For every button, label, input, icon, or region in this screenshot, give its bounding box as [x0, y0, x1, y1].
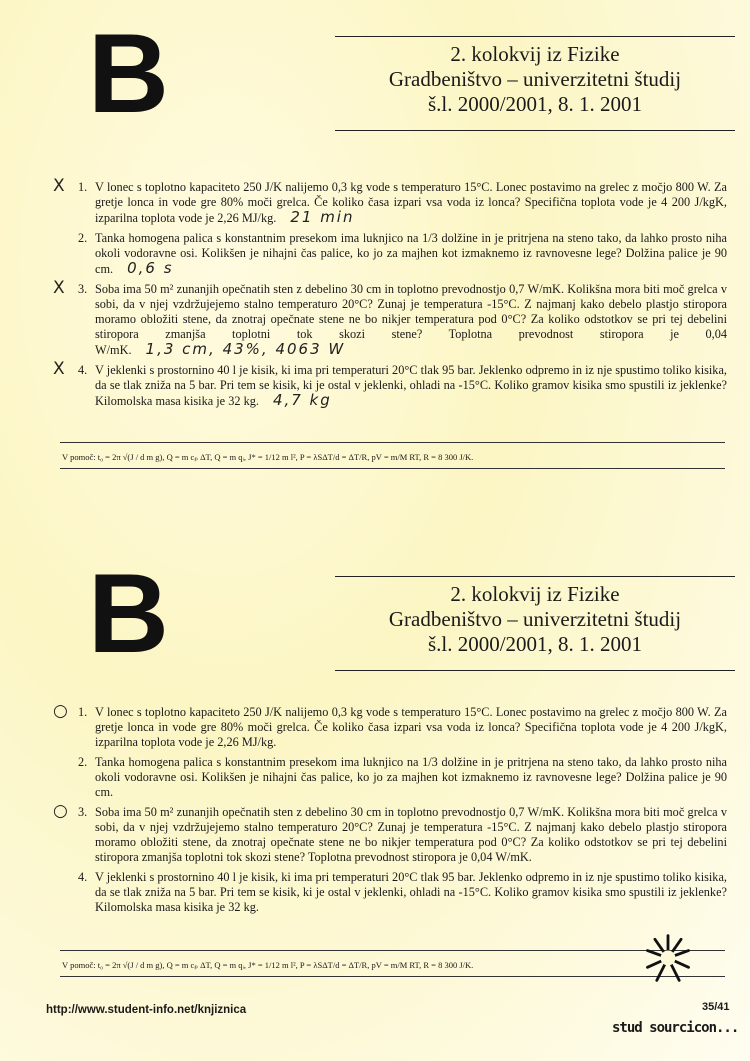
handwritten-answer: 21 min	[290, 208, 355, 226]
exam-title-line: š.l. 2000/2001, 8. 1. 2001	[427, 632, 643, 656]
handwritten-mark: ○	[53, 801, 68, 821]
problem-list	[53, 701, 727, 920]
formula-help-line: V pomoč: t₀ = 2π √(J / d m g), Q = m cₚ ΔT, Q = m qᵢ, J* = 1/12 m l², P = λSΔT/d = ΔT/R, pV = m/M RT, R = 8 300 J/K.	[62, 960, 474, 970]
exam-title-line: š.l. 2000/2001, 8. 1. 2001	[427, 92, 643, 116]
problem-text: Tanka homogena palica s konstantnim presekom ima luknjico na 1/3 dolžine in je pritrjena na steno tako, da lahko prosto niha okoli vodoravne osi. Kolikšen je nihajni čas palice, ko jo za majhen kot izmaknemo iz ravnovesne lege? Dolžina palice je 90 cm.	[95, 755, 727, 799]
problem-list	[53, 176, 727, 414]
problem-text: V jeklenki s prostornino 40 l je kisik, ki ima pri temperaturi 20°C tlak 95 bar. Jeklenko odpremo in iz nje spustimo toliko kisika, da se tlak zniža na 5 bar. Pri tem se kisik, ki je ostal v jeklenki, ohladi na -15°C. Koliko gramov kisika smo spustili iz jeklenke? Kilomolska masa kisika je 32 kg.	[95, 363, 727, 408]
problem-text: V jeklenki s prostornino 40 l je kisik, ki ima pri temperaturi 20°C tlak 95 bar. Jeklenko odpremo in iz nje spustimo toliko kisika, da se tlak zniža na 5 bar. Pri tem se kisik, ki je ostal v jeklenki, ohladi na -15°C. Koliko gramov kisika smo spustili iz jeklenke? Kilomolska masa kisika je 32 kg.	[95, 870, 727, 914]
problem-number: 1.	[78, 705, 88, 719]
problem-number: 4.	[78, 363, 88, 377]
title-rule-top	[335, 576, 735, 577]
problem-text: Soba ima 50 m² zunanjih opečnatih sten z debelino 30 cm in toplotno prevodnostjo 0,7 W/mK. Kolikšna mora biti moč grelca v sobi, da v njej vzdržujejemo stalno temperaturo 20°C? Zunaj je temperatura -15°C. Z najmanj kako debelo plastjo stiropora moramo obložiti stene, da znotraj opečnate stene ne bo nikjer temperatura pod 0°C? Za koliko odstotkov se pri tej debelini stiropora zmanjša toplotni tok skozi stene? Toplotna prevodnost stiropora je 0,04 W/mK.	[95, 282, 727, 357]
problem-item	[53, 359, 727, 409]
formula-rule-bottom	[60, 468, 725, 469]
problem-text: V lonec s toplotno kapaciteto 250 J/K nalijemo 0,3 kg vode s temperaturo 15°C. Lonec postavimo na grelec z močjo 800 W. Za gretje lonca in vode gre 80% moči grelca. Če koliko časa izpari vsa voda iz lonca? Specifična toplota vode je 4 200 J/kgK, izparilna toplota vode je 2,26 MJ/kg.	[95, 705, 727, 749]
page-number: 35/41	[702, 1001, 730, 1013]
exam-title-line: Gradbeništvo – univerzitetni študij	[388, 67, 682, 91]
problem-text: Tanka homogena palica s konstantnim presekom ima luknjico na 1/3 dolžine in je pritrjena na steno tako, da lahko prosto niha okoli vodoravne osi. Kolikšen je nihajni čas palice, ko jo za majhen kot izmaknemo iz ravnovesne lege? Dolžina palice je 90 cm.	[95, 231, 727, 276]
problem-item	[53, 278, 727, 358]
handwritten-mark: ○	[53, 701, 68, 721]
exam-copy	[0, 0, 750, 500]
problem-number: 3.	[78, 805, 88, 819]
sun-logo-icon	[640, 930, 696, 986]
handwritten-answer: 0,6 s	[127, 259, 174, 277]
handwritten-mark: X	[53, 176, 65, 196]
exam-copy	[0, 520, 750, 1020]
problem-text: V lonec s toplotno kapaciteto 250 J/K nalijemo 0,3 kg vode s temperaturo 15°C. Lonec postavimo na grelec z močjo 800 W. Za gretje lonca in vode gre 80% moči grelca. Če koliko časa izpari vsa voda iz lonca? Specifična toplota vode je 4 200 J/kgK, izparilna toplota vode je 2,26 MJ/kg.	[95, 180, 727, 225]
handwritten-mark: X	[53, 278, 65, 298]
handwritten-answer: 4,7 kg	[272, 391, 332, 409]
problem-item	[53, 701, 727, 750]
title-rule-top	[335, 36, 735, 37]
problem-item	[75, 870, 727, 915]
exam-group-letter: B	[88, 551, 169, 676]
problem-item	[75, 231, 727, 277]
exam-title-line: Gradbeništvo – univerzitetni študij	[388, 607, 682, 631]
problem-item	[75, 755, 727, 800]
handwritten-answer: 1,3 cm, 43%, 4063 W	[145, 340, 346, 358]
problem-number: 1.	[78, 180, 88, 194]
problem-text: Soba ima 50 m² zunanjih opečnatih sten z debelino 30 cm in toplotno prevodnostjo 0,7 W/mK. Kolikšna mora biti moč grelca v sobi, da v njej vzdržujejemo stalno temperaturo 20°C? Zunaj je temperatura -15°C. Z najmanj kako debelo plastjo stiropora moramo obložiti stene, da znotraj opečnate stene ne bo nikjer temperatura pod 0°C? Za koliko odstotkov se pri tej debelini stiropora zmanjša toplotni tok skozi stene? Toplotna prevodnost stiropora je 0,04 W/mK.	[95, 805, 727, 864]
problem-item	[53, 801, 727, 865]
source-url[interactable]: http://www.student-info.net/knjiznica	[46, 1004, 247, 1016]
problem-number: 4.	[78, 870, 88, 884]
formula-rule-bottom	[60, 976, 725, 977]
problem-number: 3.	[78, 282, 88, 296]
title-rule-bottom	[335, 130, 735, 131]
formula-help-line: V pomoč: t₀ = 2π √(J / d m g), Q = m cₚ ΔT, Q = m qᵢ, J* = 1/12 m l², P = λSΔT/d = ΔT/R, pV = m/M RT, R = 8 300 J/K.	[62, 452, 474, 462]
site-logo: stud sourcicon...	[612, 1020, 739, 1036]
formula-rule-top	[60, 950, 725, 951]
title-rule-bottom	[335, 670, 735, 671]
problem-number: 2.	[78, 755, 88, 769]
handwritten-mark: X	[53, 359, 65, 379]
problem-item	[53, 176, 727, 226]
formula-rule-top	[60, 442, 725, 443]
exam-group-letter: B	[88, 11, 169, 136]
problem-number: 2.	[78, 231, 88, 245]
exam-title-line: 2. kolokvij iz Fizike	[450, 42, 620, 66]
exam-title-line: 2. kolokvij iz Fizike	[450, 582, 620, 606]
